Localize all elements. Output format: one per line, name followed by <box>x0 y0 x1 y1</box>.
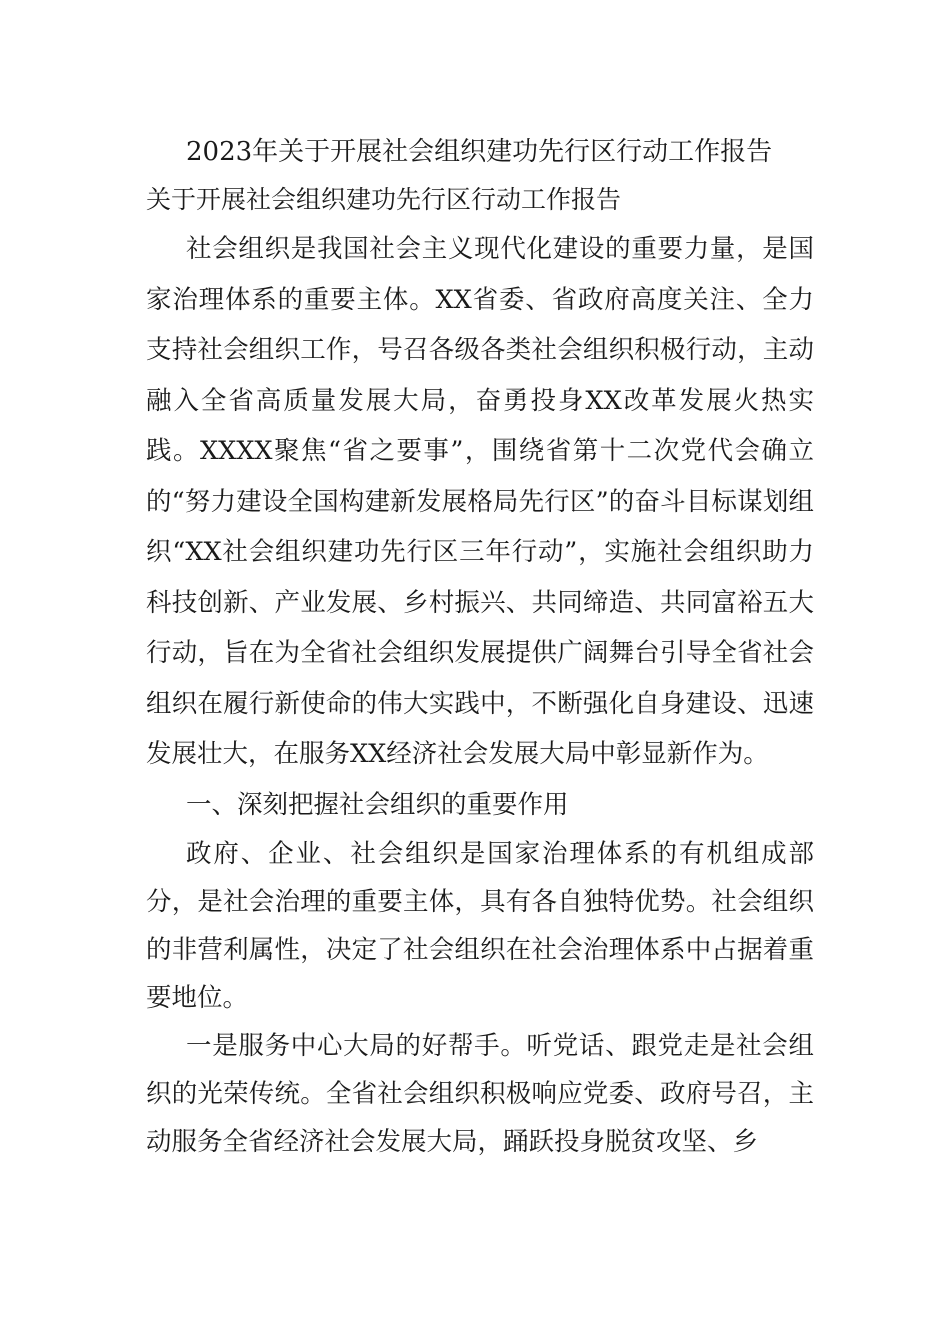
document-body <box>146 128 814 1166</box>
document-subtitle: 关于开展社会组织建功先行区行动工作报告 <box>146 185 622 214</box>
section-heading: 一、深刻把握社会组织的重要作用 <box>186 789 569 820</box>
section-paragraph: 政府、企业、社会组织是国家治理体系的有机组成部分，是社会治理的重要主体，具有各自独特优势。社会组织的非营利属性，决定了社会组织在社会治理体系中占据着重要地位。 <box>146 838 814 1013</box>
intro-paragraph: 社会组织是我国社会主义现代化建设的重要力量，是国家治理体系的重要主体。XX省委、省政府高度关注、全力支持社会组织工作，号召各级各类社会组织积极行动，主动融入全省高质量发展大局，奋勇投身XX改革发展火热实践。XXXX聚焦“省之要事”，围绕省第十二次党代会确立的“努力建设全国构建新发展格局先行区”的奋斗目标谋划组织“XX社会组织建功先行区三年行动”，实施社会组织助力科技创新、产业发展、乡村振兴、共同缔造、共同富裕五大行动，旨在为全省社会组织发展提供广阔舞台引导全省社会组织在履行新使命的伟大实践中，不断强化自身建设、迅速发展壮大，在服务XX经济社会发展大局中彰显新作为。 <box>146 234 814 769</box>
document-title: 2023年关于开展社会组织建功先行区行动工作报告 <box>186 137 773 167</box>
point-paragraph: 一是服务中心大局的好帮手。听党话、跟党走是社会组织的光荣传统。全省社会组织积极响应党委、政府号召，主动服务全省经济社会发展大局，踊跃投身脱贫攻坚、乡 <box>146 1030 814 1157</box>
